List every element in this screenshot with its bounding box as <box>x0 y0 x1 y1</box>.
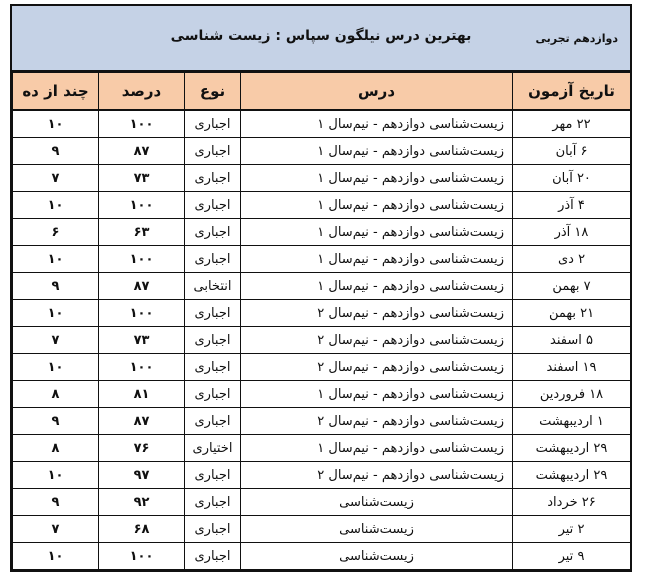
cell-score: ۱۰ <box>13 354 99 381</box>
cell-percent: ۸۱ <box>99 381 185 408</box>
cell-type: اجباری <box>185 489 241 516</box>
cell-score: ۱۰ <box>13 462 99 489</box>
table-row <box>13 138 631 165</box>
header-score: چند از ده <box>13 73 99 111</box>
cell-lesson: زیست‌شناسی دوازدهم - نیم‌سال ۱ <box>241 435 513 462</box>
cell-date: ۱۸ آذر <box>513 219 631 246</box>
cell-lesson: زیست‌شناسی دوازدهم - نیم‌سال ۱ <box>241 138 513 165</box>
cell-lesson: زیست‌شناسی <box>241 489 513 516</box>
cell-type: اجباری <box>185 408 241 435</box>
cell-score: ۹ <box>13 138 99 165</box>
table-body <box>13 110 631 570</box>
results-table <box>12 72 631 570</box>
cell-date: ۵ اسفند <box>513 327 631 354</box>
table-row <box>13 300 631 327</box>
cell-score: ۱۰ <box>13 192 99 219</box>
table-row <box>13 165 631 192</box>
cell-percent: ۸۷ <box>99 408 185 435</box>
header-percent: درصد <box>99 73 185 111</box>
cell-percent: ۸۷ <box>99 138 185 165</box>
cell-score: ۱۰ <box>13 246 99 273</box>
table-header-row <box>13 73 631 111</box>
cell-score: ۱۰ <box>13 110 99 138</box>
cell-type: انتخابی <box>185 273 241 300</box>
cell-score: ۷ <box>13 516 99 543</box>
cell-percent: ۱۰۰ <box>99 300 185 327</box>
cell-score: ۹ <box>13 489 99 516</box>
cell-type: اجباری <box>185 462 241 489</box>
cell-percent: ۶۳ <box>99 219 185 246</box>
cell-type: اجباری <box>185 165 241 192</box>
cell-lesson: زیست‌شناسی دوازدهم - نیم‌سال ۱ <box>241 381 513 408</box>
cell-type: اجباری <box>185 327 241 354</box>
table-row <box>13 273 631 300</box>
cell-lesson: زیست‌شناسی دوازدهم - نیم‌سال ۲ <box>241 408 513 435</box>
cell-date: ۱ اردیبهشت <box>513 408 631 435</box>
cell-type: اجباری <box>185 516 241 543</box>
cell-lesson: زیست‌شناسی دوازدهم - نیم‌سال ۲ <box>241 354 513 381</box>
table-row <box>13 516 631 543</box>
cell-score: ۷ <box>13 165 99 192</box>
cell-score: ۹ <box>13 408 99 435</box>
cell-score: ۱۰ <box>13 543 99 570</box>
title-bar <box>12 6 630 72</box>
cell-date: ۲۶ خرداد <box>513 489 631 516</box>
cell-type: اجباری <box>185 219 241 246</box>
cell-percent: ۹۲ <box>99 489 185 516</box>
cell-date: ۱۹ اسفند <box>513 354 631 381</box>
header-type: نوع <box>185 73 241 111</box>
cell-type: اجباری <box>185 354 241 381</box>
cell-type: اجباری <box>185 246 241 273</box>
cell-lesson: زیست‌شناسی دوازدهم - نیم‌سال ۱ <box>241 246 513 273</box>
cell-percent: ۱۰۰ <box>99 192 185 219</box>
cell-percent: ۱۰۰ <box>99 110 185 138</box>
table-row <box>13 489 631 516</box>
table-row <box>13 110 631 138</box>
cell-score: ۸ <box>13 381 99 408</box>
table-row <box>13 543 631 570</box>
cell-lesson: زیست‌شناسی دوازدهم - نیم‌سال ۲ <box>241 462 513 489</box>
table-row <box>13 219 631 246</box>
score-report-sheet <box>10 4 632 572</box>
table-row <box>13 408 631 435</box>
cell-date: ۲۲ مهر <box>513 110 631 138</box>
cell-date: ۲۰ آبان <box>513 165 631 192</box>
cell-date: ۲ تیر <box>513 516 631 543</box>
cell-date: ۲۹ اردیبهشت <box>513 435 631 462</box>
table-row <box>13 246 631 273</box>
cell-percent: ۶۸ <box>99 516 185 543</box>
cell-date: ۱۸ فروردین <box>513 381 631 408</box>
cell-lesson: زیست‌شناسی دوازدهم - نیم‌سال ۱ <box>241 165 513 192</box>
cell-score: ۸ <box>13 435 99 462</box>
cell-score: ۷ <box>13 327 99 354</box>
table-row <box>13 192 631 219</box>
cell-date: ۷ بهمن <box>513 273 631 300</box>
table-row <box>13 435 631 462</box>
cell-percent: ۷۳ <box>99 165 185 192</box>
cell-type: اجباری <box>185 192 241 219</box>
cell-percent: ۹۷ <box>99 462 185 489</box>
cell-date: ۲۹ اردیبهشت <box>513 462 631 489</box>
cell-percent: ۸۷ <box>99 273 185 300</box>
cell-lesson: زیست‌شناسی دوازدهم - نیم‌سال ۲ <box>241 300 513 327</box>
table-row <box>13 327 631 354</box>
cell-lesson: زیست‌شناسی <box>241 543 513 570</box>
cell-type: اجباری <box>185 300 241 327</box>
cell-type: اجباری <box>185 138 241 165</box>
cell-date: ۶ آبان <box>513 138 631 165</box>
cell-score: ۶ <box>13 219 99 246</box>
cell-percent: ۱۰۰ <box>99 543 185 570</box>
cell-lesson: زیست‌شناسی دوازدهم - نیم‌سال ۱ <box>241 192 513 219</box>
cell-percent: ۷۶ <box>99 435 185 462</box>
header-lesson: درس <box>241 73 513 111</box>
cell-date: ۲۱ بهمن <box>513 300 631 327</box>
report-title: بهترین درس نیلگون سپاس : زیست شناسی <box>170 28 472 44</box>
cell-lesson: زیست‌شناسی دوازدهم - نیم‌سال ۲ <box>241 327 513 354</box>
table-row <box>13 354 631 381</box>
cell-lesson: زیست‌شناسی <box>241 516 513 543</box>
cell-percent: ۱۰۰ <box>99 246 185 273</box>
cell-score: ۹ <box>13 273 99 300</box>
cell-type: اجباری <box>185 110 241 138</box>
cell-score: ۱۰ <box>13 300 99 327</box>
cell-date: ۴ آذر <box>513 192 631 219</box>
cell-lesson: زیست‌شناسی دوازدهم - نیم‌سال ۱ <box>241 110 513 138</box>
cell-type: اجباری <box>185 543 241 570</box>
cell-date: ۹ تیر <box>513 543 631 570</box>
cell-type: اختیاری <box>185 435 241 462</box>
cell-lesson: زیست‌شناسی دوازدهم - نیم‌سال ۱ <box>241 273 513 300</box>
table-row <box>13 462 631 489</box>
header-date: تاریخ آزمون <box>513 73 631 111</box>
cell-percent: ۱۰۰ <box>99 354 185 381</box>
grade-label: دوازدهم تجربی <box>535 32 618 45</box>
cell-type: اجباری <box>185 381 241 408</box>
table-row <box>13 381 631 408</box>
cell-date: ۲ دی <box>513 246 631 273</box>
cell-percent: ۷۳ <box>99 327 185 354</box>
cell-lesson: زیست‌شناسی دوازدهم - نیم‌سال ۱ <box>241 219 513 246</box>
